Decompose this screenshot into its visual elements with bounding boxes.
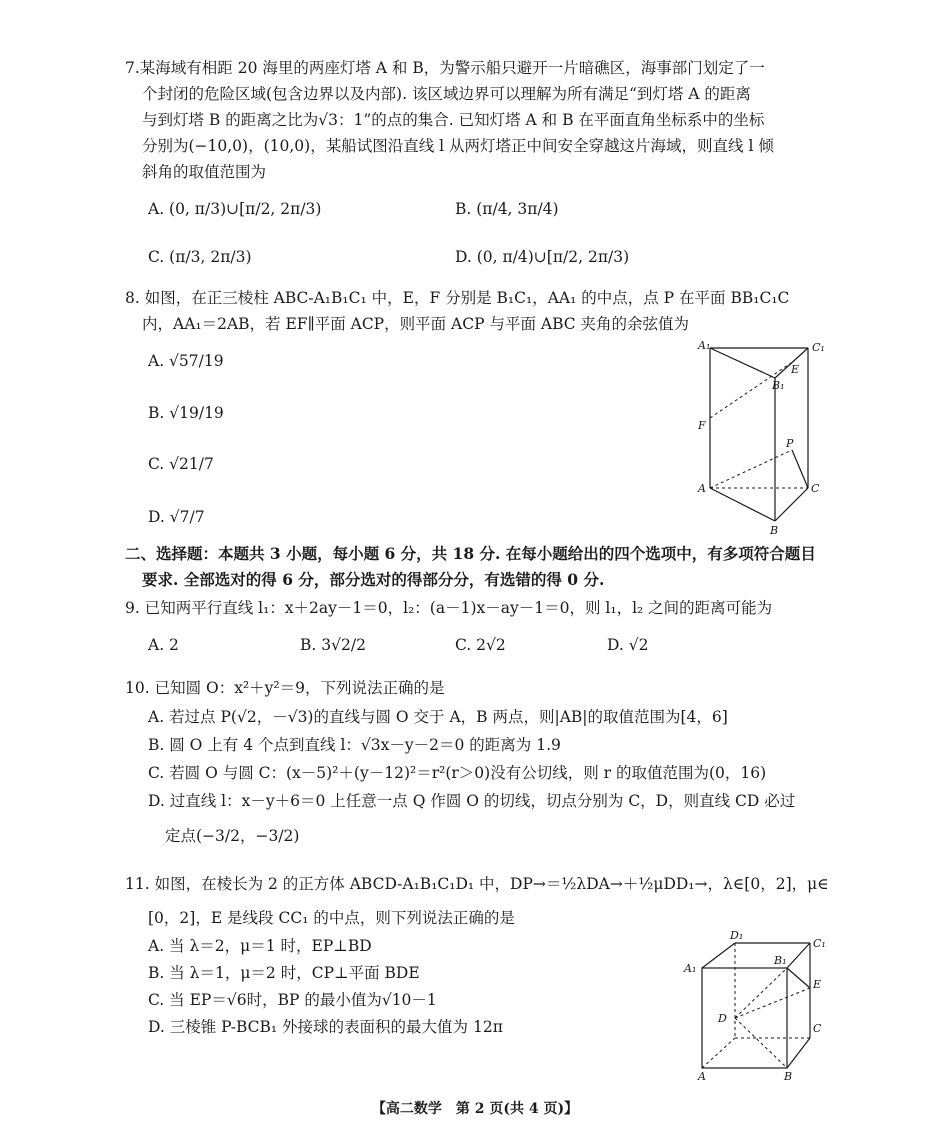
q11-option-c: C. 当 EP＝√6时，BP 的最小值为√10－1 <box>148 991 437 1009</box>
fig11-label-b: B <box>784 1070 793 1083</box>
q8-line1: 8. 如图，在正三棱柱 ABC-A₁B₁C₁ 中，E，F 分别是 B₁C₁，AA₁ 的中点，点 P 在平面 BB₁C₁C <box>125 289 790 307</box>
q11-option-d: D. 三棱锥 P-BCB₁ 外接球的表面积的最大值为 12π <box>148 1018 503 1036</box>
fig8-label-c1: C₁ <box>812 341 825 354</box>
fig8-label-b: B <box>770 524 779 537</box>
fig11-label-d: D <box>718 1012 727 1025</box>
fig8-label-e: E <box>791 363 800 376</box>
q10-option-a: A. 若过点 P(√2，－√3)的直线与圆 O 交于 A，B 两点，则|AB|的取值范围为[4，6] <box>148 708 728 726</box>
q9-line1: 9. 已知两平行直线 l₁：x＋2ay－1＝0，l₂：(a－1)x－ay－1＝0，则 l₁，l₂ 之间的距离可能为 <box>125 599 773 617</box>
fig11-label-c1: C₁ <box>813 937 826 950</box>
q7-line5: 斜角的取值范围为 <box>142 163 267 181</box>
q11-option-b: B. 当 λ＝1，μ＝2 时，CP⊥平面 BDE <box>148 964 420 982</box>
q7-line4: 分别为(−10,0)，(10,0)，某船试图沿直线 l 从两灯塔正中间安全穿越这片海域，则直线 l 倾 <box>142 137 774 155</box>
q11-line1: 11. 如图，在棱长为 2 的正方体 ABCD-A₁B₁C₁D₁ 中，DP→＝½λDA→＋½μDD₁→，λ∈[0，2]，μ∈ <box>125 875 829 893</box>
q7-line1: 7.某海域有相距 20 海里的两座灯塔 A 和 B，为警示船只避开一片暗礁区，海事部门划定了一 <box>125 59 765 77</box>
q8-option-b: B. √19/19 <box>148 404 224 422</box>
q7-option-a: A. (0, π/3)∪[π/2, 2π/3) <box>148 200 322 218</box>
q11-line2: [0，2]，E 是线段 CC₁ 的中点，则下列说法正确的是 <box>148 909 515 927</box>
q9-option-a: A. 2 <box>148 636 179 654</box>
q7-option-d: D. (0, π/4)∪[π/2, 2π/3) <box>455 248 630 266</box>
q10-line1: 10. 已知圆 O：x²＋y²＝9，下列说法正确的是 <box>125 679 445 697</box>
q9-option-c: C. 2√2 <box>455 636 506 654</box>
section2-line2: 要求. 全部选对的得 6 分，部分选对的得部分分，有选错的得 0 分. <box>142 570 605 589</box>
section2-line1: 二、选择题：本题共 3 小题，每小题 6 分，共 18 分. 在每小题给出的四个选项中，有多项符合题目 <box>125 544 816 563</box>
fig11-label-d1: D₁ <box>730 929 744 942</box>
fig8-label-b1: B₁ <box>772 379 785 392</box>
q7-line2: 个封闭的危险区域(包含边界以及内部). 该区域边界可以理解为所有满足“到灯塔 A 的距离 <box>142 85 751 103</box>
q7-line3: 与到灯塔 B 的距离之比为√3：1”的点的集合. 已知灯塔 A 和 B 在平面直角坐标系中的坐标 <box>142 111 765 129</box>
cube-figure <box>680 928 840 1083</box>
q8-option-d: D. √7/7 <box>148 508 205 526</box>
fig8-label-c: C <box>811 482 820 495</box>
q11-option-a: A. 当 λ＝2，μ＝1 时，EP⊥BD <box>148 937 372 955</box>
prism-figure <box>690 333 840 538</box>
fig8-label-p: P <box>786 437 794 450</box>
q9-option-d: D. √2 <box>607 636 649 654</box>
q8-option-a: A. √57/19 <box>148 352 224 370</box>
q10-option-d-cont: 定点(−3/2，−3/2) <box>165 827 300 845</box>
fig11-label-b1: B₁ <box>774 954 787 967</box>
q9-option-b: B. 3√2/2 <box>300 636 366 654</box>
fig8-label-a1: A₁ <box>698 339 711 352</box>
q8-option-c: C. √21/7 <box>148 455 214 473</box>
fig11-label-e: E <box>813 978 822 991</box>
q7-option-b: B. (π/4, 3π/4) <box>455 200 559 218</box>
q10-option-d: D. 过直线 l：x－y＋6＝0 上任意一点 Q 作圆 O 的切线，切点分别为 C，D，则直线 CD 必过 <box>148 792 796 810</box>
q10-option-c: C. 若圆 O 与圆 C：(x－5)²＋(y－12)²＝r²(r＞0)没有公切线，则 r 的取值范围为(0，16) <box>148 764 767 782</box>
fig8-label-f: F <box>698 419 706 432</box>
q8-line2: 内，AA₁＝2AB，若 EF∥平面 ACP，则平面 ACP 与平面 ABC 夹角的余弦值为 <box>142 315 690 333</box>
fig8-label-a: A <box>698 482 706 495</box>
fig11-label-a: A <box>698 1070 706 1083</box>
fig11-label-c: C <box>813 1022 822 1035</box>
q10-option-b: B. 圆 O 上有 4 个点到直线 l：√3x－y－2＝0 的距离为 1.9 <box>148 736 561 754</box>
page-footer: 【高二数学 第 2 页(共 4 页)】 <box>371 1101 579 1117</box>
fig11-label-a1: A₁ <box>684 962 697 975</box>
q7-option-c: C. (π/3, 2π/3) <box>148 248 252 266</box>
